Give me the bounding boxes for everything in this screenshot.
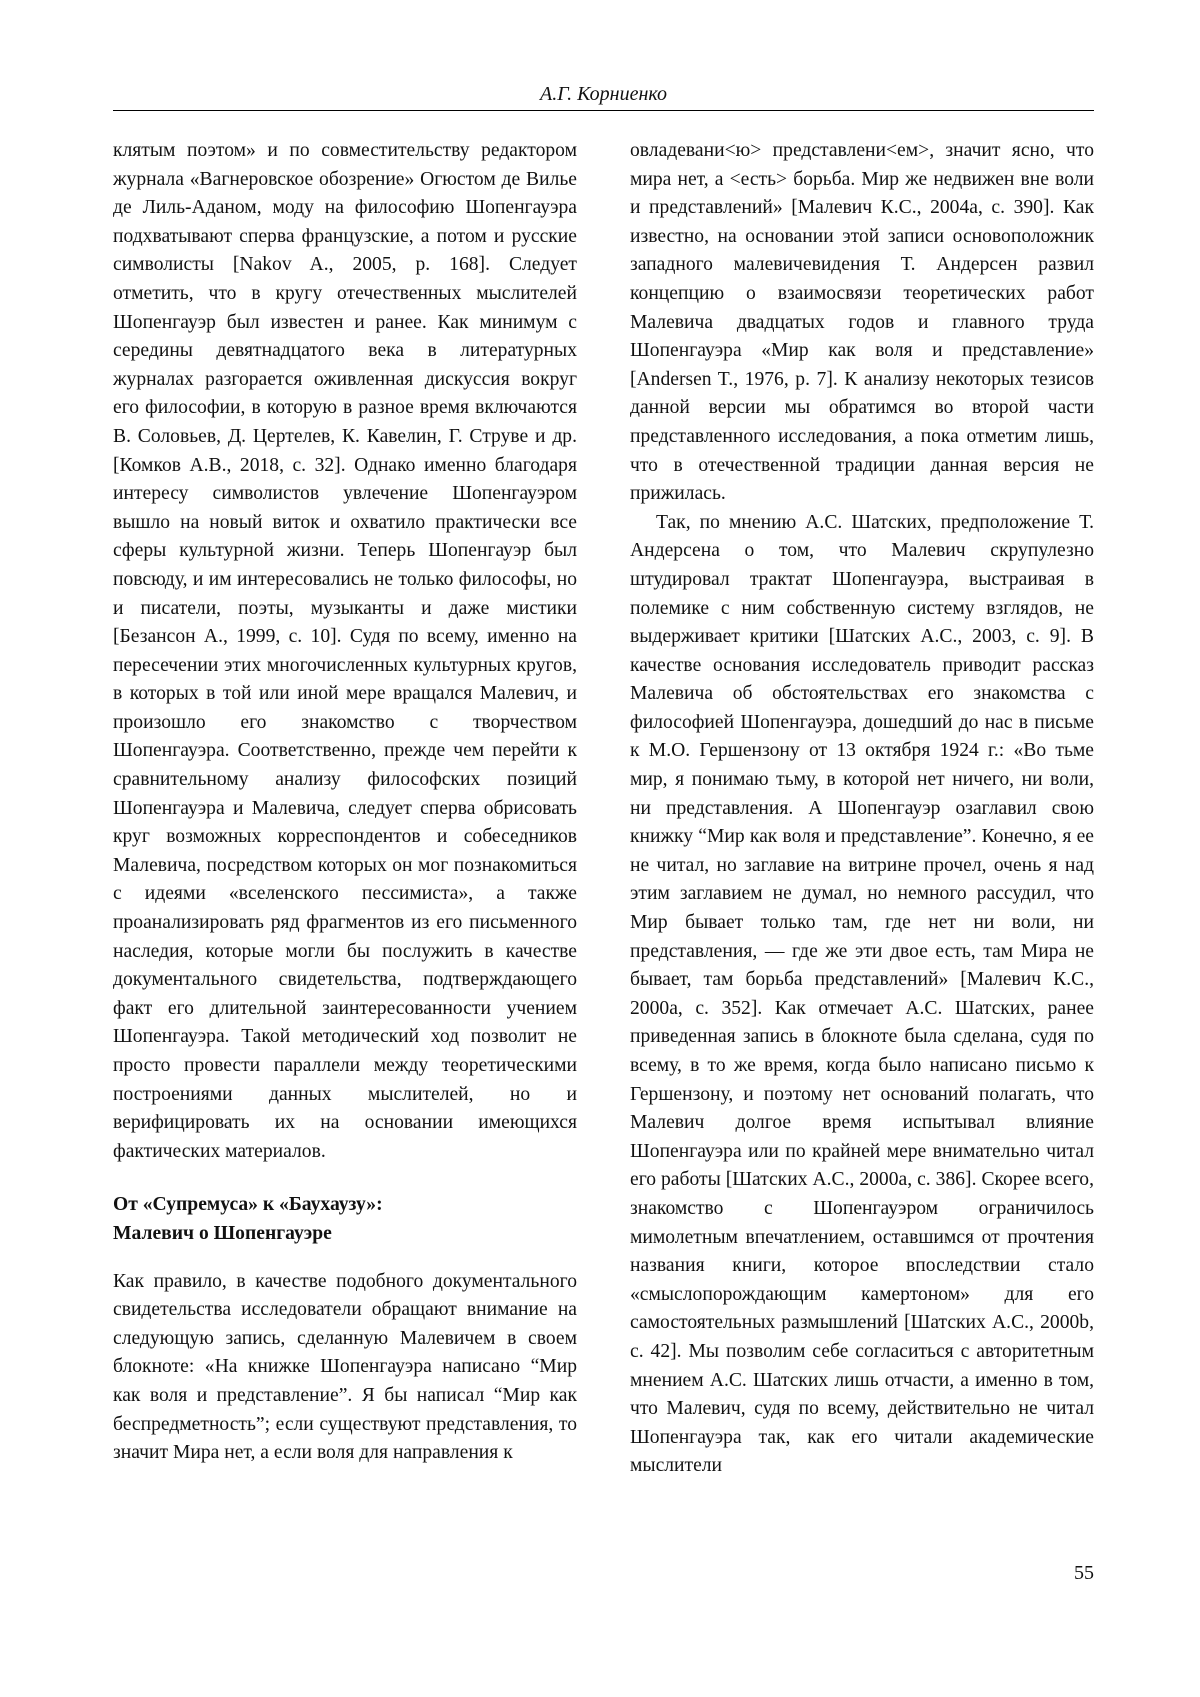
page-number: 55 xyxy=(1074,1562,1094,1584)
paragraph: овладевани<ю> представлени<ем>, значит ясно, что мира нет, а <есть> борьба. Мир же недвижен вне воли и представлений» [Малевич К.С., 2004а, с. 390]. Как известно, на основании этой записи основоположник западного малевичевидения Т. Андерсен развил концепцию о взаимосвязи теоретических работ Малевича двадцатых годов и главного труда Шопенгауэра «Мир как воля и представление» [Andersen T., 1976, р. 7]. К анализу некоторых тезисов данной версии мы обратимся во второй части представленного исследования, а пока отметим лишь, что в отечественной традиции данная версия не прижилась. xyxy=(630,140,1094,505)
running-head: А.Г. Корниенко xyxy=(540,83,667,105)
paragraph: клятым поэтом» и по совместительству редактором журнала «Вагнеровское обозрение» Огюстом де Вилье де Лиль-Аданом, моду на философию Шопенгауэра подхватывают сперва французские, а потом и русские символисты [Nakov A., 2005, р. 168]. Следует отметить, что в кругу отечественных мыслителей Шопенгауэр был известен и ранее. Как минимум с середины девятнадцатого века в литературных журналах разгорается оживленная дискуссия вокруг его философии, в которую в разное время включаются В. Соловьев, Д. Цертелев, К. Кавелин, Г. Струве и др. [Комков А.В., 2018, с. 32]. Однако именно благодаря интересу символистов увлечение Шопенгауэром вышло на новый виток и охватило практически все сферы культурной жизни. Теперь Шопенгауэр был повсюду, и им интересовались не только философы, но и писатели, поэты, музыканты и даже мистики [Безансон А., 1999, с. 10]. Судя по всему, именно на пересечении этих многочисленных культурных кругов, в которых в той или иной мере вращался Малевич, и произошло его знакомство с творчеством Шопенгауэра. Соответственно, прежде чем перейти к сравнительному анализу философских позиций Шопенгауэра и Малевича, следует сперва обрисовать круг возможных корреспондентов и собеседников Малевича, посредством которых он мог познакомиться с идеями «вселенского пессимиста», а также проанализировать ряд фрагментов из его письменного наследия, которые могли бы послужить в качестве документального свидетельства, подтверждающего факт его длительной заинтересованности учением Шопенгауэра. Такой методический ход позволит не просто провести параллели между теоретическими построениями данных мыслителей, но и верифицировать их на основании имеющихся фактических материалов. xyxy=(113,140,577,1162)
paragraph: Так, по мнению А.С. Шатских, предположение Т. Андерсена о том, что Малевич скрупулезно штудировал трактат Шопенгауэра, выстраивая в полемике с ним собственную систему взглядов, не выдерживает критики [Шатских А.С., 2003, с. 9]. В качестве основания исследователь приводит рассказ Малевича об обстоятельствах его знакомства с философией Шопенгауэра, дошедший до нас в письме к М.О. Гершензону от 13 октября 1924 г.: «Во тьме мир, я понимаю тьму, в которой нет ничего, ни воли, ни представления. А Шопенгауэр озаглавил свою книжку “Мир как воля и представление”. Конечно, я ее не читал, но заглавие на витрине прочел, очень я над этим заглавием не думал, но немного рассудил, что Мир бывает только там, где нет ни воли, ни представления, — где же эти двое есть, там Мира не бывает, там борьба представлений» [Малевич К.С., 2000а, с. 352]. Как отмечает А.С. Шатских, ранее приведенная запись в блокноте была сделана, судя по всему, в то же время, когда было написано письмо к Гершензону, и поэтому нет оснований полагать, что Малевич долгое время испытывал влияние Шопенгауэра или по крайней мере внимательно читал его работы [Шатских А.С., 2000а, с. 386]. Скорее всего, знакомство с Шопенгауэром ограничилось мимолетным впечатлением, оставшимся от прочтения названия книги, которое впоследствии стало «смыслопорождающим камертоном» для его самостоятельных размышлений [Шатских А.С., 2000b, с. 42]. Мы позволим себе согласиться с авторитетным мнением А.С. Шатских лишь отчасти, а именно в том, что Малевич, судя по всему, действительно не читал Шопенгауэра так, как его читали академические мыслители xyxy=(630,511,1094,1477)
header-rule xyxy=(113,110,1094,111)
section-heading-line: Малевич о Шопенгауэре xyxy=(113,1222,332,1244)
paragraph: Как правило, в качестве подобного документального свидетельства исследователи обращают внимание на следующую запись, сделанную Малевичем в своем блокноте: «На книжке Шопенгауэра написано “Мир как воля и представление”. Я бы написал “Мир как беспредметность”; если существуют представления, то значит Мира нет, а если воля для направления к xyxy=(113,1270,577,1464)
right-column xyxy=(630,137,1094,1481)
section-heading xyxy=(113,1191,577,1248)
left-column xyxy=(113,137,577,1468)
section-heading-line: От «Супремуса» к «Баухаузу»: xyxy=(113,1194,383,1216)
